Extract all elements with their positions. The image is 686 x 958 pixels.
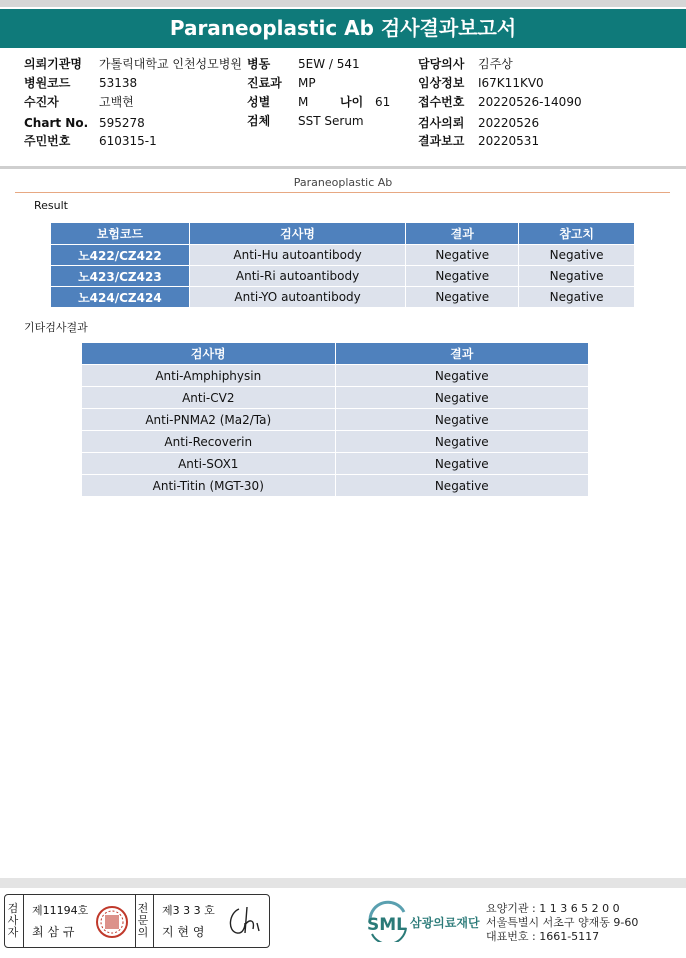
signature-box xyxy=(4,894,270,948)
clinical-label: 임상정보 xyxy=(418,76,465,90)
insurance-code-cell: 노422/CZ422 xyxy=(51,245,190,266)
result-cell: Negative xyxy=(335,453,588,475)
specimen-label: 검체 xyxy=(247,114,271,128)
clinical-value: I67K11KV0 xyxy=(478,76,544,90)
doctor-label: 담당의사 xyxy=(418,57,465,71)
result-cell: Negative xyxy=(335,431,588,453)
header-divider xyxy=(0,166,686,169)
test-name-cell: Anti-Amphiphysin xyxy=(82,365,336,387)
company-name: 삼광의료재단 xyxy=(410,916,480,930)
signature-icon xyxy=(225,903,265,939)
hospital-code-label: 병원코드 xyxy=(24,76,71,90)
request-label: 검사의뢰 xyxy=(418,116,465,130)
provider-code: 요양기관 : 1 1 3 6 5 2 0 0 xyxy=(486,902,620,915)
test-name-cell: Anti-Ri autoantibody xyxy=(189,266,406,287)
section-title: Paraneoplastic Ab xyxy=(293,176,393,189)
specialist-name: 지 현 영 xyxy=(162,925,205,939)
ward-label: 병동 xyxy=(247,57,271,71)
result-cell: Negative xyxy=(406,266,519,287)
dept-value: MP xyxy=(298,76,316,90)
test-name-cell: Anti-Recoverin xyxy=(82,431,336,453)
chart-label: Chart No. xyxy=(24,116,89,130)
specimen-value: SST Serum xyxy=(298,114,364,128)
reference-cell: Negative xyxy=(519,287,635,308)
test-name-cell: Anti-SOX1 xyxy=(82,453,336,475)
table-row xyxy=(51,287,635,308)
dept-label: 진료과 xyxy=(247,76,282,90)
table-row xyxy=(82,453,589,475)
footer-band xyxy=(0,878,686,888)
report-date-label: 결과보고 xyxy=(418,134,465,148)
divider xyxy=(153,895,154,947)
institution-value: 가톨릭대학교 인천성모병원 xyxy=(99,57,242,71)
header-test-name: 검사명 xyxy=(189,223,406,245)
top-gray-band xyxy=(0,0,686,7)
receipt-label: 접수번호 xyxy=(418,95,465,109)
patient-label: 수진자 xyxy=(24,95,59,109)
ward-value: 5EW / 541 xyxy=(298,57,360,71)
doctor-value: 김주상 xyxy=(478,57,513,71)
id-value: 610315-1 xyxy=(99,134,157,148)
result-cell: Negative xyxy=(335,409,588,431)
test-name-cell: Anti-Hu autoantibody xyxy=(189,245,406,266)
result-cell: Negative xyxy=(406,287,519,308)
chart-value: 595278 xyxy=(99,116,145,130)
hospital-code-value: 53138 xyxy=(99,76,138,90)
reference-cell: Negative xyxy=(519,266,635,287)
test-name-cell: Anti-CV2 xyxy=(82,387,336,409)
header-result: 결과 xyxy=(335,343,588,365)
receipt-value: 20220526-14090 xyxy=(478,95,582,109)
reference-cell: Negative xyxy=(519,245,635,266)
institution-label: 의뢰기관명 xyxy=(24,57,82,71)
sex-label: 성별 xyxy=(247,95,271,109)
age-value: 61 xyxy=(375,95,391,109)
specialist-vertical-label xyxy=(137,903,151,947)
result-cell: Negative xyxy=(335,387,588,409)
examiner-label: 검사자 xyxy=(7,902,19,939)
patient-value: 고백현 xyxy=(99,95,134,109)
request-value: 20220526 xyxy=(478,116,540,130)
table-row xyxy=(82,431,589,453)
section-divider xyxy=(15,192,670,193)
test-name-cell: Anti-PNMA2 (Ma2/Ta) xyxy=(82,409,336,431)
table-row xyxy=(82,409,589,431)
company-address-block xyxy=(486,902,638,944)
result-table-header xyxy=(51,223,635,245)
seal-stamp-icon xyxy=(95,905,129,939)
test-name-cell: Anti-Titin (MGT-30) xyxy=(82,475,336,497)
result-cell: Negative xyxy=(406,245,519,266)
table-row xyxy=(82,387,589,409)
age-label: 나이 xyxy=(340,95,364,109)
result-cell: Negative xyxy=(335,365,588,387)
divider xyxy=(23,895,24,947)
table-row xyxy=(51,245,635,266)
table-row xyxy=(82,475,589,497)
other-results-table xyxy=(81,342,589,497)
header-insurance-code: 보험코드 xyxy=(51,223,190,245)
address: 서울특별시 서초구 양재동 9-60 xyxy=(486,916,639,929)
examiner-name: 최 삼 규 xyxy=(32,925,75,939)
logo-text: SML xyxy=(367,915,407,935)
result-cell: Negative xyxy=(335,475,588,497)
result-table xyxy=(50,222,635,308)
report-title: Paraneoplastic Ab 검사결과보고서 xyxy=(0,9,686,48)
specialist-label: 전문의 xyxy=(137,902,149,939)
insurance-code-cell: 노423/CZ423 xyxy=(51,266,190,287)
test-name-cell: Anti-YO autoantibody xyxy=(189,287,406,308)
other-table-header xyxy=(82,343,589,365)
sex-value: M xyxy=(298,95,309,109)
specialist-number: 제3 3 3 호 xyxy=(162,904,215,917)
header-test-name: 검사명 xyxy=(82,343,336,365)
insurance-code-cell: 노424/CZ424 xyxy=(51,287,190,308)
table-row xyxy=(51,266,635,287)
sml-logo-icon xyxy=(366,900,410,942)
examiner-number: 제11194호 xyxy=(32,904,89,917)
header-result: 결과 xyxy=(406,223,519,245)
result-heading: Result xyxy=(34,199,68,212)
other-results-heading: 기타검사결과 xyxy=(24,321,88,334)
examiner-vertical-label xyxy=(7,903,21,947)
table-row xyxy=(82,365,589,387)
phone: 대표번호 : 1661-5117 xyxy=(486,930,600,943)
report-date-value: 20220531 xyxy=(478,134,540,148)
id-label: 주민번호 xyxy=(24,134,71,148)
divider xyxy=(135,895,136,947)
header-reference: 참고치 xyxy=(519,223,635,245)
